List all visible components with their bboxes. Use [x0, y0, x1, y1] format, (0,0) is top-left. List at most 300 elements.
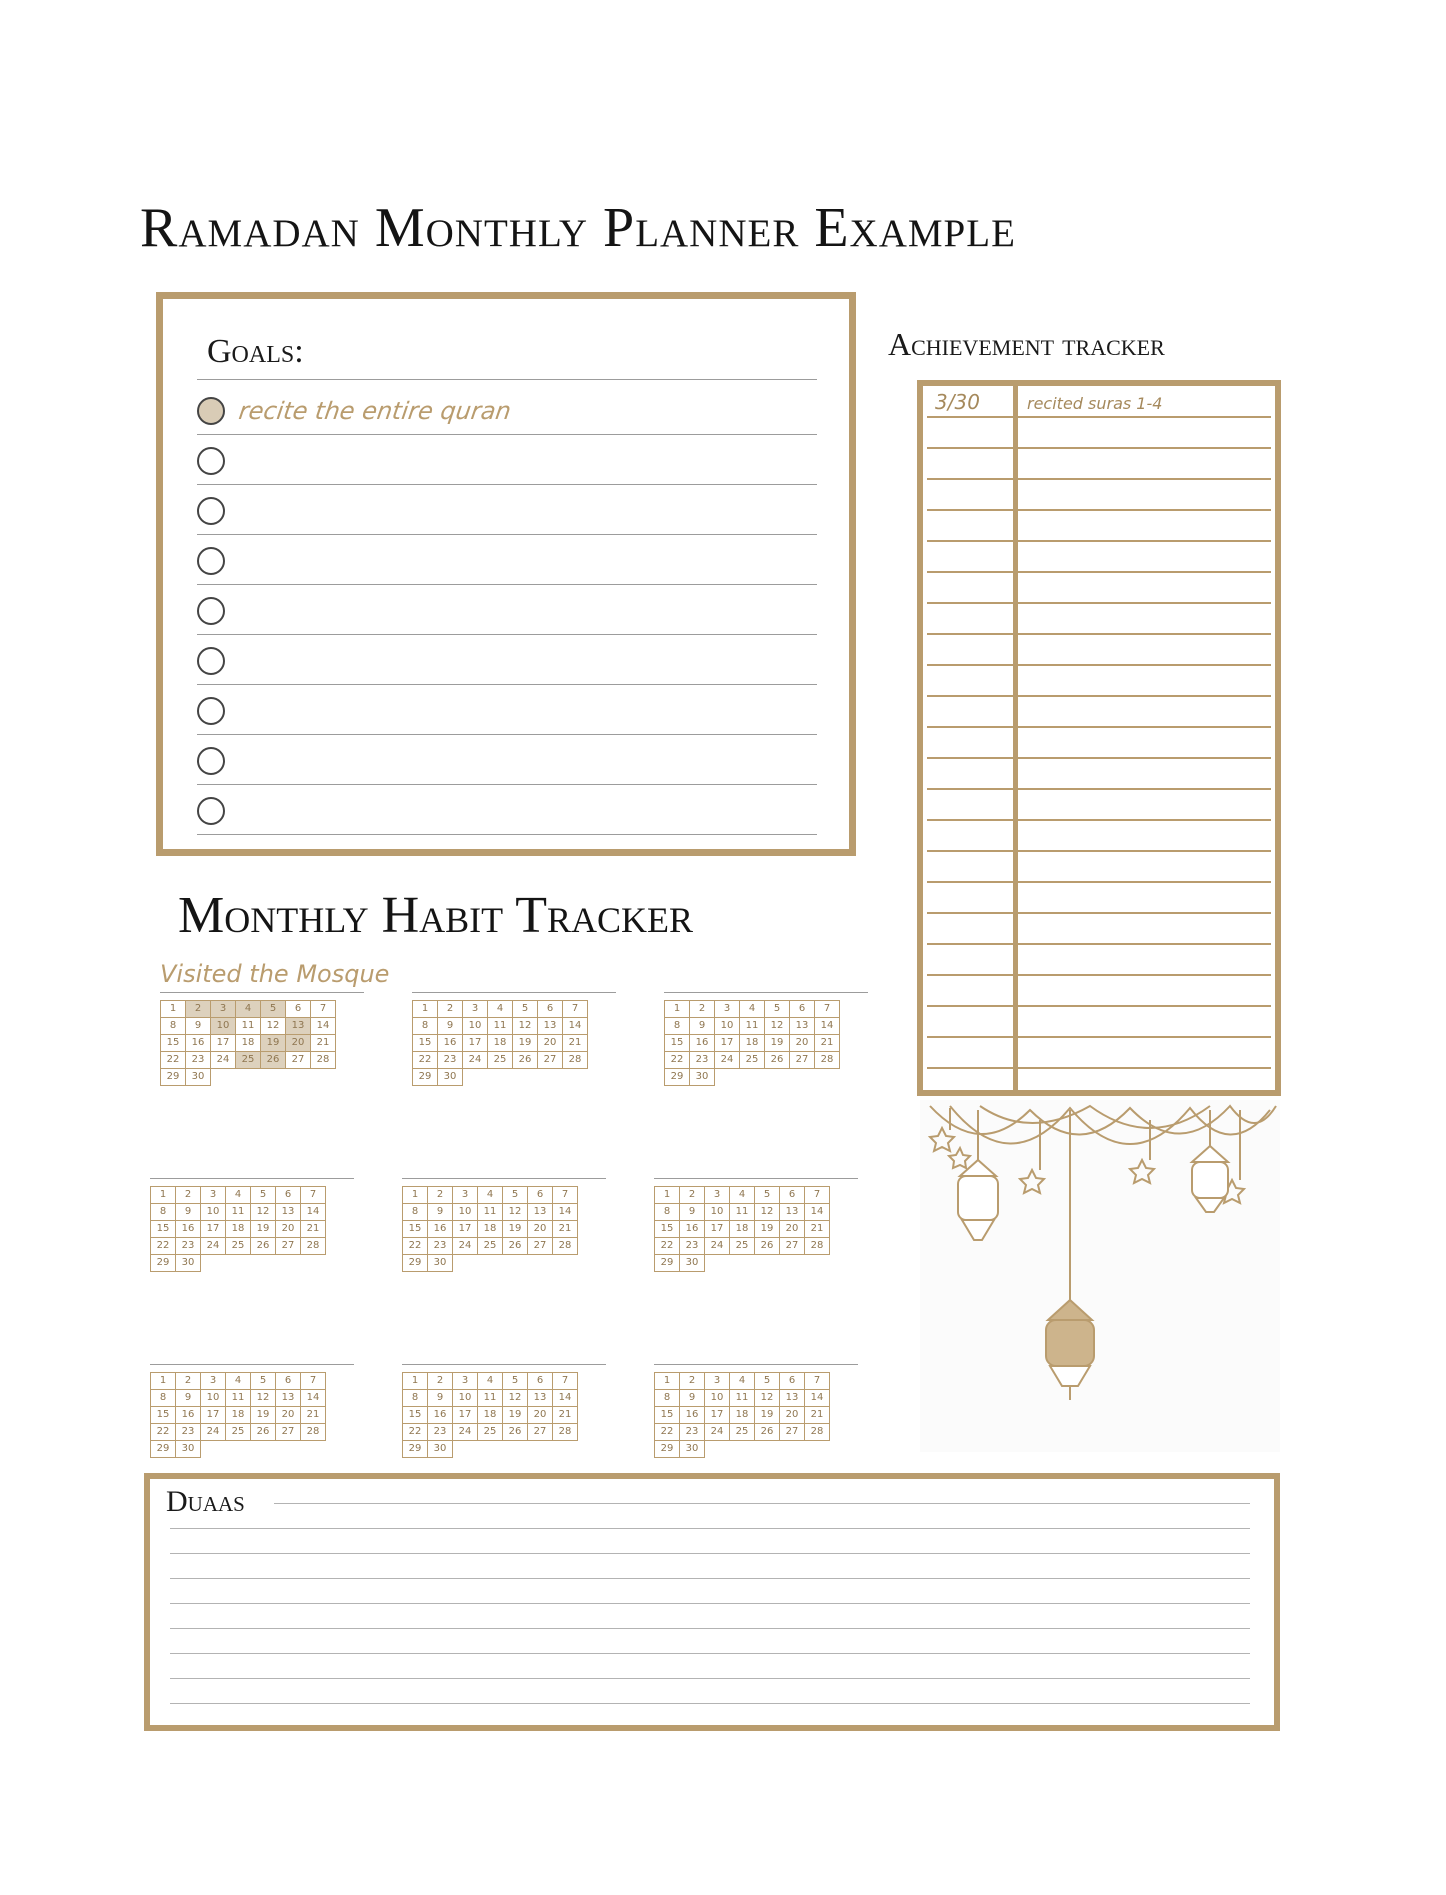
habit-day-cell[interactable]: 12	[765, 1018, 790, 1035]
habit-day-cell[interactable]: 12	[755, 1390, 780, 1407]
habit-day-cell[interactable]: 15	[151, 1221, 176, 1238]
habit-day-cell[interactable]: 5	[755, 1187, 780, 1204]
habit-day-cell[interactable]: 17	[453, 1221, 478, 1238]
goal-checkbox[interactable]	[197, 447, 225, 475]
habit-day-cell[interactable]: 7	[553, 1373, 578, 1390]
habit-day-cell[interactable]: 13	[780, 1390, 805, 1407]
habit-day-cell[interactable]: 24	[705, 1238, 730, 1255]
habit-day-cell[interactable]: 21	[553, 1407, 578, 1424]
habit-label[interactable]: Visited the Mosque	[160, 956, 364, 993]
habit-day-cell[interactable]: 13	[790, 1018, 815, 1035]
habit-day-cell[interactable]: 29	[403, 1441, 428, 1458]
habit-day-cell[interactable]: 29	[413, 1069, 438, 1086]
habit-day-cell[interactable]: 4	[236, 1001, 261, 1018]
habit-day-cell[interactable]: 22	[151, 1424, 176, 1441]
habit-day-cell[interactable]: 28	[563, 1052, 588, 1069]
habit-day-cell[interactable]: 9	[428, 1204, 453, 1221]
habit-day-cell[interactable]: 21	[563, 1035, 588, 1052]
habit-day-cell[interactable]: 19	[503, 1221, 528, 1238]
habit-day-cell[interactable]: 1	[151, 1373, 176, 1390]
habit-day-cell[interactable]: 17	[211, 1035, 236, 1052]
habit-day-cell[interactable]: 28	[301, 1238, 326, 1255]
goal-text[interactable]: recite the entire quran	[237, 397, 513, 425]
habit-day-cell[interactable]: 20	[286, 1035, 311, 1052]
habit-day-cell[interactable]: 23	[186, 1052, 211, 1069]
habit-day-cell[interactable]: 22	[403, 1238, 428, 1255]
habit-day-cell[interactable]: 2	[176, 1187, 201, 1204]
habit-day-cell[interactable]: 13	[528, 1204, 553, 1221]
habit-day-cell[interactable]: 9	[176, 1390, 201, 1407]
habit-day-cell[interactable]: 29	[665, 1069, 690, 1086]
habit-day-cell[interactable]: 13	[286, 1018, 311, 1035]
habit-day-cell[interactable]: 10	[201, 1390, 226, 1407]
goal-row[interactable]	[197, 785, 817, 835]
habit-day-cell[interactable]: 8	[655, 1204, 680, 1221]
habit-day-cell[interactable]: 16	[680, 1407, 705, 1424]
habit-day-cell[interactable]: 29	[403, 1255, 428, 1272]
habit-day-cell[interactable]: 8	[151, 1390, 176, 1407]
habit-day-cell[interactable]: 9	[690, 1018, 715, 1035]
habit-day-cell[interactable]: 30	[176, 1441, 201, 1458]
habit-day-cell[interactable]: 6	[276, 1187, 301, 1204]
goal-checkbox[interactable]	[197, 797, 225, 825]
habit-day-cell[interactable]: 10	[453, 1204, 478, 1221]
habit-day-cell[interactable]: 22	[413, 1052, 438, 1069]
habit-day-cell[interactable]: 10	[715, 1018, 740, 1035]
habit-day-cell[interactable]: 15	[413, 1035, 438, 1052]
habit-day-cell[interactable]: 30	[680, 1255, 705, 1272]
habit-day-cell[interactable]: 11	[730, 1204, 755, 1221]
habit-day-cell[interactable]: 15	[655, 1221, 680, 1238]
habit-day-cell[interactable]: 3	[201, 1187, 226, 1204]
habit-day-cell[interactable]: 5	[765, 1001, 790, 1018]
habit-day-cell[interactable]: 8	[161, 1018, 186, 1035]
habit-day-cell[interactable]: 21	[815, 1035, 840, 1052]
habit-day-cell[interactable]: 22	[655, 1238, 680, 1255]
habit-day-cell[interactable]: 29	[655, 1441, 680, 1458]
habit-day-cell[interactable]: 6	[286, 1001, 311, 1018]
habit-day-cell[interactable]: 18	[236, 1035, 261, 1052]
habit-day-cell[interactable]: 3	[453, 1187, 478, 1204]
habit-day-cell[interactable]: 30	[438, 1069, 463, 1086]
habit-day-cell[interactable]: 17	[201, 1407, 226, 1424]
habit-day-cell[interactable]: 3	[201, 1373, 226, 1390]
habit-day-cell[interactable]: 6	[780, 1187, 805, 1204]
habit-day-cell[interactable]: 3	[705, 1187, 730, 1204]
habit-day-cell[interactable]: 11	[488, 1018, 513, 1035]
habit-day-cell[interactable]: 19	[251, 1221, 276, 1238]
habit-day-cell[interactable]: 29	[151, 1441, 176, 1458]
habit-day-cell[interactable]: 6	[276, 1373, 301, 1390]
habit-day-cell[interactable]: 17	[715, 1035, 740, 1052]
habit-day-cell[interactable]: 12	[261, 1018, 286, 1035]
habit-day-cell[interactable]: 14	[563, 1018, 588, 1035]
habit-day-cell[interactable]: 21	[553, 1221, 578, 1238]
habit-day-cell[interactable]: 24	[211, 1052, 236, 1069]
habit-day-cell[interactable]: 2	[428, 1373, 453, 1390]
habit-day-cell[interactable]: 17	[463, 1035, 488, 1052]
goal-checkbox[interactable]	[197, 597, 225, 625]
habit-day-cell[interactable]: 21	[805, 1221, 830, 1238]
habit-day-cell[interactable]: 14	[311, 1018, 336, 1035]
habit-day-cell[interactable]: 4	[478, 1373, 503, 1390]
habit-day-cell[interactable]: 4	[226, 1187, 251, 1204]
habit-day-cell[interactable]: 4	[488, 1001, 513, 1018]
habit-day-cell[interactable]: 7	[553, 1187, 578, 1204]
habit-day-cell[interactable]: 10	[705, 1204, 730, 1221]
habit-day-cell[interactable]: 10	[201, 1204, 226, 1221]
habit-day-cell[interactable]: 9	[428, 1390, 453, 1407]
habit-day-cell[interactable]: 30	[186, 1069, 211, 1086]
habit-day-cell[interactable]: 18	[478, 1221, 503, 1238]
habit-day-cell[interactable]: 1	[151, 1187, 176, 1204]
habit-day-cell[interactable]: 28	[301, 1424, 326, 1441]
habit-day-cell[interactable]: 26	[765, 1052, 790, 1069]
habit-day-cell[interactable]: 12	[755, 1204, 780, 1221]
habit-day-cell[interactable]: 2	[680, 1187, 705, 1204]
habit-day-cell[interactable]: 24	[453, 1424, 478, 1441]
habit-day-cell[interactable]: 26	[251, 1238, 276, 1255]
habit-day-cell[interactable]: 1	[655, 1373, 680, 1390]
goal-checkbox[interactable]	[197, 397, 225, 425]
habit-day-cell[interactable]: 28	[553, 1238, 578, 1255]
habit-day-cell[interactable]: 14	[301, 1390, 326, 1407]
habit-day-cell[interactable]: 19	[755, 1221, 780, 1238]
goal-checkbox[interactable]	[197, 647, 225, 675]
habit-day-cell[interactable]: 27	[780, 1424, 805, 1441]
goal-row[interactable]	[197, 735, 817, 785]
habit-day-cell[interactable]: 1	[655, 1187, 680, 1204]
habit-day-cell[interactable]: 24	[201, 1238, 226, 1255]
habit-day-cell[interactable]: 23	[438, 1052, 463, 1069]
habit-day-cell[interactable]: 11	[226, 1390, 251, 1407]
habit-day-cell[interactable]: 11	[478, 1204, 503, 1221]
habit-day-cell[interactable]: 26	[251, 1424, 276, 1441]
habit-day-cell[interactable]: 6	[528, 1187, 553, 1204]
habit-label[interactable]	[654, 1142, 858, 1179]
habit-day-cell[interactable]: 19	[765, 1035, 790, 1052]
habit-label[interactable]	[402, 1142, 606, 1179]
habit-day-cell[interactable]: 28	[815, 1052, 840, 1069]
habit-day-cell[interactable]: 7	[563, 1001, 588, 1018]
habit-day-cell[interactable]: 7	[805, 1187, 830, 1204]
habit-day-cell[interactable]: 1	[161, 1001, 186, 1018]
habit-day-cell[interactable]: 26	[503, 1424, 528, 1441]
habit-day-cell[interactable]: 16	[428, 1407, 453, 1424]
habit-day-cell[interactable]: 25	[478, 1424, 503, 1441]
habit-day-cell[interactable]: 5	[503, 1187, 528, 1204]
habit-day-cell[interactable]: 14	[301, 1204, 326, 1221]
habit-day-cell[interactable]: 24	[715, 1052, 740, 1069]
habit-day-cell[interactable]: 21	[301, 1221, 326, 1238]
habit-day-cell[interactable]: 20	[528, 1407, 553, 1424]
habit-day-cell[interactable]: 23	[680, 1424, 705, 1441]
habit-day-cell[interactable]: 18	[488, 1035, 513, 1052]
habit-day-cell[interactable]: 29	[151, 1255, 176, 1272]
goal-row[interactable]	[197, 385, 817, 435]
habit-day-cell[interactable]: 25	[730, 1424, 755, 1441]
habit-day-cell[interactable]: 30	[680, 1441, 705, 1458]
habit-day-cell[interactable]: 4	[730, 1373, 755, 1390]
habit-day-cell[interactable]: 23	[690, 1052, 715, 1069]
habit-day-cell[interactable]: 5	[261, 1001, 286, 1018]
habit-day-cell[interactable]: 22	[665, 1052, 690, 1069]
habit-day-cell[interactable]: 16	[680, 1221, 705, 1238]
habit-day-cell[interactable]: 16	[176, 1407, 201, 1424]
habit-day-cell[interactable]: 4	[226, 1373, 251, 1390]
habit-day-cell[interactable]: 21	[301, 1407, 326, 1424]
habit-day-cell[interactable]: 15	[151, 1407, 176, 1424]
habit-day-cell[interactable]: 2	[176, 1373, 201, 1390]
habit-day-cell[interactable]: 22	[161, 1052, 186, 1069]
habit-day-cell[interactable]: 1	[403, 1187, 428, 1204]
habit-day-cell[interactable]: 20	[780, 1221, 805, 1238]
habit-day-cell[interactable]: 11	[740, 1018, 765, 1035]
habit-day-cell[interactable]: 2	[680, 1373, 705, 1390]
habit-label[interactable]	[150, 1142, 354, 1179]
habit-day-cell[interactable]: 29	[655, 1255, 680, 1272]
habit-day-cell[interactable]: 9	[680, 1204, 705, 1221]
habit-label[interactable]	[654, 1328, 858, 1365]
habit-day-cell[interactable]: 20	[538, 1035, 563, 1052]
achievement-column-divider	[1013, 386, 1018, 1090]
habit-day-cell[interactable]: 27	[528, 1424, 553, 1441]
habit-day-cell[interactable]: 6	[790, 1001, 815, 1018]
habit-day-cell[interactable]: 18	[226, 1221, 251, 1238]
habit-day-cell[interactable]: 20	[276, 1407, 301, 1424]
habit-day-cell[interactable]: 2	[438, 1001, 463, 1018]
habit-day-cell[interactable]: 15	[403, 1407, 428, 1424]
habit-day-cell[interactable]: 8	[403, 1204, 428, 1221]
habit-day-cell[interactable]: 9	[680, 1390, 705, 1407]
habit-day-cell[interactable]: 16	[438, 1035, 463, 1052]
habit-day-cell[interactable]: 25	[488, 1052, 513, 1069]
habit-day-cell[interactable]: 28	[553, 1424, 578, 1441]
habit-day-cell[interactable]: 8	[413, 1018, 438, 1035]
habit-day-cell[interactable]: 14	[553, 1390, 578, 1407]
habit-day-cell[interactable]: 15	[161, 1035, 186, 1052]
habit-day-cell[interactable]: 19	[755, 1407, 780, 1424]
habit-day-cell[interactable]: 3	[453, 1373, 478, 1390]
goal-row[interactable]	[197, 635, 817, 685]
habit-day-cell[interactable]: 20	[780, 1407, 805, 1424]
habit-day-cell[interactable]: 16	[176, 1221, 201, 1238]
habit-day-cell[interactable]: 5	[251, 1373, 276, 1390]
habit-day-cell[interactable]: 5	[755, 1373, 780, 1390]
habit-day-cell[interactable]: 26	[261, 1052, 286, 1069]
habit-day-cell[interactable]: 12	[251, 1390, 276, 1407]
habit-day-cell[interactable]: 17	[201, 1221, 226, 1238]
habit-day-cell[interactable]: 25	[236, 1052, 261, 1069]
goal-checkbox[interactable]	[197, 547, 225, 575]
habit-day-cell[interactable]: 20	[528, 1221, 553, 1238]
habit-day-cell[interactable]: 15	[655, 1407, 680, 1424]
habit-day-cell[interactable]: 25	[226, 1238, 251, 1255]
habit-day-cell[interactable]: 16	[690, 1035, 715, 1052]
habit-day-cell[interactable]: 25	[478, 1238, 503, 1255]
habit-day-cell[interactable]: 8	[151, 1204, 176, 1221]
habit-day-cell[interactable]: 7	[805, 1373, 830, 1390]
habit-day-cell[interactable]: 6	[780, 1373, 805, 1390]
habit-day-cell[interactable]: 10	[453, 1390, 478, 1407]
habit-day-cell[interactable]: 24	[201, 1424, 226, 1441]
habit-day-cell[interactable]: 19	[503, 1407, 528, 1424]
habit-day-cell[interactable]: 18	[730, 1407, 755, 1424]
habit-day-cell[interactable]: 21	[805, 1407, 830, 1424]
habit-day-cell[interactable]: 24	[453, 1238, 478, 1255]
habit-day-cell[interactable]: 13	[276, 1390, 301, 1407]
habit-day-cell[interactable]: 11	[478, 1390, 503, 1407]
habit-day-cell[interactable]: 6	[538, 1001, 563, 1018]
habit-day-cell[interactable]: 5	[503, 1373, 528, 1390]
habit-day-cell[interactable]: 8	[655, 1390, 680, 1407]
habit-day-cell[interactable]: 17	[453, 1407, 478, 1424]
habit-day-cell[interactable]: 13	[780, 1204, 805, 1221]
habit-day-cell[interactable]: 6	[528, 1373, 553, 1390]
habit-day-cell[interactable]: 4	[478, 1187, 503, 1204]
habit-day-cell[interactable]: 29	[161, 1069, 186, 1086]
habit-day-cell[interactable]: 3	[705, 1373, 730, 1390]
goal-row[interactable]	[197, 585, 817, 635]
habit-day-cell[interactable]: 7	[301, 1187, 326, 1204]
habit-label[interactable]	[402, 1328, 606, 1365]
habit-day-cell[interactable]: 17	[705, 1407, 730, 1424]
habit-day-cell[interactable]: 1	[403, 1373, 428, 1390]
habit-day-cell[interactable]: 9	[176, 1204, 201, 1221]
habit-day-cell[interactable]: 8	[403, 1390, 428, 1407]
habit-day-cell[interactable]: 16	[186, 1035, 211, 1052]
habit-day-cell[interactable]: 12	[513, 1018, 538, 1035]
habit-day-cell[interactable]: 22	[655, 1424, 680, 1441]
habit-day-cell[interactable]: 14	[815, 1018, 840, 1035]
habit-day-cell[interactable]: 12	[251, 1204, 276, 1221]
habit-day-cell[interactable]: 3	[463, 1001, 488, 1018]
habit-day-cell[interactable]: 10	[705, 1390, 730, 1407]
habit-day-cell[interactable]: 25	[730, 1238, 755, 1255]
habit-day-cell[interactable]: 15	[403, 1221, 428, 1238]
habit-day-cell[interactable]: 27	[276, 1424, 301, 1441]
habit-day-cell[interactable]: 26	[503, 1238, 528, 1255]
habit-label[interactable]	[150, 1328, 354, 1365]
habit-day-cell[interactable]: 18	[478, 1407, 503, 1424]
habit-day-cell[interactable]: 14	[805, 1390, 830, 1407]
habit-day-cell[interactable]: 13	[528, 1390, 553, 1407]
habit-day-cell[interactable]: 17	[705, 1221, 730, 1238]
habit-day-cell[interactable]: 13	[276, 1204, 301, 1221]
habit-day-cell[interactable]: 28	[311, 1052, 336, 1069]
goal-row[interactable]	[197, 685, 817, 735]
habit-day-cell[interactable]: 9	[438, 1018, 463, 1035]
habit-day-cell[interactable]: 20	[276, 1221, 301, 1238]
habit-day-cell[interactable]: 26	[755, 1238, 780, 1255]
habit-day-cell[interactable]: 30	[690, 1069, 715, 1086]
habit-day-cell[interactable]: 14	[805, 1204, 830, 1221]
habit-day-cell[interactable]: 10	[211, 1018, 236, 1035]
habit-day-cell[interactable]: 5	[513, 1001, 538, 1018]
habit-day-cell[interactable]: 21	[311, 1035, 336, 1052]
habit-day-cell[interactable]: 10	[463, 1018, 488, 1035]
habit-day-cell[interactable]: 23	[428, 1424, 453, 1441]
habit-day-cell[interactable]: 1	[665, 1001, 690, 1018]
habit-day-cell[interactable]: 7	[815, 1001, 840, 1018]
habit-day-cell[interactable]: 20	[790, 1035, 815, 1052]
habit-day-cell[interactable]: 11	[226, 1204, 251, 1221]
habit-day-cell[interactable]: 23	[680, 1238, 705, 1255]
habit-day-cell[interactable]: 3	[715, 1001, 740, 1018]
habit-day-cell[interactable]: 27	[276, 1238, 301, 1255]
habit-day-cell[interactable]: 19	[251, 1407, 276, 1424]
habit-day-cell[interactable]: 18	[226, 1407, 251, 1424]
habit-day-cell[interactable]: 2	[186, 1001, 211, 1018]
habit-day-cell[interactable]: 13	[538, 1018, 563, 1035]
habit-day-cell[interactable]: 14	[553, 1204, 578, 1221]
goal-checkbox[interactable]	[197, 747, 225, 775]
habit-day-cell[interactable]: 28	[805, 1238, 830, 1255]
habit-day-cell[interactable]: 25	[226, 1424, 251, 1441]
habit-day-cell[interactable]: 24	[463, 1052, 488, 1069]
habit-day-cell[interactable]: 15	[665, 1035, 690, 1052]
habit-day-cell[interactable]: 4	[730, 1187, 755, 1204]
habit-day-cell[interactable]: 30	[428, 1441, 453, 1458]
habit-day-cell[interactable]: 11	[730, 1390, 755, 1407]
habit-day-cell[interactable]: 27	[528, 1238, 553, 1255]
habit-day-cell[interactable]: 25	[740, 1052, 765, 1069]
habit-day-cell[interactable]: 23	[428, 1238, 453, 1255]
habit-day-cell[interactable]: 26	[513, 1052, 538, 1069]
habit-day-cell[interactable]: 7	[311, 1001, 336, 1018]
goal-row[interactable]	[197, 485, 817, 535]
habit-label[interactable]	[664, 956, 868, 993]
habit-day-cell[interactable]: 23	[176, 1424, 201, 1441]
habit-day-cell[interactable]: 26	[755, 1424, 780, 1441]
habit-day-cell[interactable]: 27	[790, 1052, 815, 1069]
habit-day-cell[interactable]: 22	[151, 1238, 176, 1255]
habit-day-cell[interactable]: 11	[236, 1018, 261, 1035]
habit-day-cell[interactable]: 12	[503, 1390, 528, 1407]
habit-day-cell[interactable]: 8	[665, 1018, 690, 1035]
goal-checkbox[interactable]	[197, 497, 225, 525]
habit-day-cell[interactable]: 18	[730, 1221, 755, 1238]
habit-day-cell[interactable]: 18	[740, 1035, 765, 1052]
habit-day-cell[interactable]: 24	[705, 1424, 730, 1441]
habit-day-cell[interactable]: 27	[780, 1238, 805, 1255]
habit-day-cell[interactable]: 4	[740, 1001, 765, 1018]
habit-day-cell[interactable]: 5	[251, 1187, 276, 1204]
habit-label[interactable]	[412, 956, 616, 993]
goal-row[interactable]	[197, 435, 817, 485]
achievement-row-line	[927, 540, 1271, 542]
habit-day-cell[interactable]: 2	[690, 1001, 715, 1018]
habit-day-cell[interactable]: 30	[428, 1255, 453, 1272]
habit-day-cell[interactable]: 22	[403, 1424, 428, 1441]
habit-day-cell[interactable]: 3	[211, 1001, 236, 1018]
goal-checkbox[interactable]	[197, 697, 225, 725]
habit-day-cell[interactable]: 9	[186, 1018, 211, 1035]
habit-day-cell[interactable]: 16	[428, 1221, 453, 1238]
habit-day-cell[interactable]: 28	[805, 1424, 830, 1441]
habit-day-cell[interactable]: 1	[413, 1001, 438, 1018]
habit-day-cell[interactable]: 2	[428, 1187, 453, 1204]
habit-day-cell[interactable]: 27	[538, 1052, 563, 1069]
habit-day-cell[interactable]: 7	[301, 1373, 326, 1390]
habit-day-cell[interactable]: 23	[176, 1238, 201, 1255]
habit-day-cell[interactable]: 12	[503, 1204, 528, 1221]
habit-day-cell[interactable]: 27	[286, 1052, 311, 1069]
habit-day-cell[interactable]: 19	[513, 1035, 538, 1052]
habit-day-cell[interactable]: 30	[176, 1255, 201, 1272]
habit-day-cell[interactable]: 19	[261, 1035, 286, 1052]
goal-row[interactable]	[197, 535, 817, 585]
